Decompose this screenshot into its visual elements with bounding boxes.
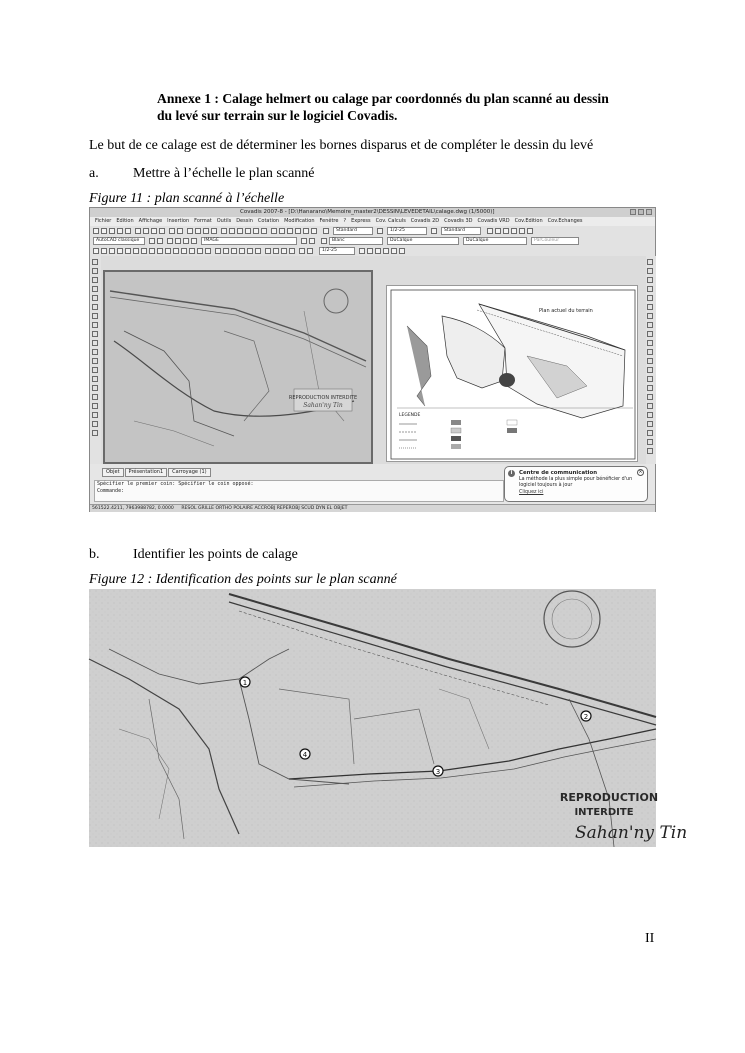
close-icon <box>646 209 652 215</box>
tool-icon <box>647 439 653 445</box>
step-b <box>89 546 298 563</box>
point-icon <box>173 248 179 254</box>
menu-item: Outils <box>216 218 232 224</box>
tool-palette-icon <box>237 228 243 234</box>
menu-item: Insertion <box>167 218 190 224</box>
layer-lock-icon <box>183 238 189 244</box>
zoom-center-icon <box>383 248 389 254</box>
zoom-scale-icon <box>375 248 381 254</box>
tool-icon <box>92 430 98 436</box>
tool-icon <box>647 403 653 409</box>
annex-title-line-2: du levé sur terrain sur le logiciel Covadis. <box>157 108 398 123</box>
layer-freeze-icon <box>175 238 181 244</box>
intro-paragraph: Le but de ce calage est de déterminer les bornes disparus et de compléter le dessin du levé <box>89 138 594 153</box>
menu-item: Edition <box>116 218 134 224</box>
scanned-plan-large <box>89 589 688 847</box>
tool-icon <box>647 340 653 346</box>
calculator-icon <box>261 228 267 234</box>
frame-icon <box>287 228 293 234</box>
osnap-node-icon <box>247 248 253 254</box>
zoom-window-icon <box>203 228 209 234</box>
color-select: Blanc <box>329 237 383 245</box>
preview-icon <box>125 228 131 234</box>
bubble-text: La méthode la plus simple pour bénéficier d'un logiciel toujours à jour <box>519 476 633 488</box>
tool-icon <box>647 349 653 355</box>
tool-icon <box>92 313 98 319</box>
calibration-point-3 <box>433 766 443 776</box>
tool-icon <box>647 394 653 400</box>
table-icon <box>197 248 203 254</box>
calibration-point-1-label: 1 <box>242 679 248 687</box>
paper-survey-drawing <box>387 286 639 463</box>
calibration-point-2-label: 2 <box>583 713 589 721</box>
match-icon <box>159 228 165 234</box>
tool-icon <box>647 331 653 337</box>
text-style-select: Standard <box>333 227 373 235</box>
clip-icon <box>295 228 301 234</box>
calibration-point-1 <box>240 677 250 687</box>
tool-icon <box>92 268 98 274</box>
bubble-title: Centre de communication <box>519 470 598 476</box>
menu-item: Covadis VRD <box>477 218 510 224</box>
zoom-out-icon <box>307 248 313 254</box>
layout-icon <box>503 228 509 234</box>
tool-icon <box>92 340 98 346</box>
tool-icon <box>647 430 653 436</box>
page-number: II <box>645 931 655 946</box>
markup-icon <box>253 228 259 234</box>
step-b-marker: b. <box>89 547 100 562</box>
paper-legend-title: LEGENDE <box>399 413 421 418</box>
tool-icon <box>92 295 98 301</box>
menu-item: Dessin <box>236 218 253 224</box>
dim-angular-icon <box>289 248 295 254</box>
menu-item: Cov.Echanges <box>547 218 583 224</box>
tool-icon <box>647 421 653 427</box>
render-icon <box>519 228 525 234</box>
dim-aligned-icon <box>273 248 279 254</box>
layout-tab: Carroyage (1) <box>168 468 210 477</box>
workspace-select: AutoCAD classique <box>93 237 145 245</box>
tool-icon <box>92 394 98 400</box>
zoom-previous-icon <box>211 228 217 234</box>
color-swatch-icon <box>321 238 327 244</box>
tool-icon <box>92 376 98 382</box>
zoom-extents-icon <box>367 248 373 254</box>
menu-item: Covadis 2D <box>410 218 440 224</box>
workspace-icon <box>495 228 501 234</box>
copy-icon <box>143 228 149 234</box>
cad-command-line <box>94 480 504 502</box>
sheet-set-icon <box>245 228 251 234</box>
menu-item: Modification <box>284 218 315 224</box>
command-line-1: Spécifier le premier coin: Spécifier le coin opposé: <box>97 481 254 487</box>
zoom-all-icon <box>359 248 365 254</box>
tool-icon <box>92 304 98 310</box>
annex-title <box>157 90 667 124</box>
scanned-plan-drawing <box>104 271 372 463</box>
block-icon <box>165 248 171 254</box>
line-icon <box>93 248 99 254</box>
osnap-intersect-icon <box>231 248 237 254</box>
tool-icon <box>647 268 653 274</box>
status-toggles: RESOL GRILLE ORTHO POLAIRE ACCROBJ REPEROBJ SCUD DYN EL OBJET <box>181 506 348 511</box>
spline-icon <box>149 248 155 254</box>
scan-stamp-text: REPRODUCTION INTERDITE <box>288 395 358 401</box>
transparency-icon <box>311 228 317 234</box>
cad-paper-drawing <box>386 285 638 462</box>
region-icon <box>189 248 195 254</box>
scale-select: 1/2-25 <box>387 227 427 235</box>
stamp-line-2: INTERDITE <box>574 807 634 818</box>
make-current-icon <box>301 238 307 244</box>
tool-icon <box>647 376 653 382</box>
menu-item: ? <box>343 218 347 224</box>
menu-item: Fichier <box>95 218 112 224</box>
minimize-icon <box>630 209 636 215</box>
step-a-marker: a. <box>89 166 99 181</box>
cut-icon <box>135 228 141 234</box>
tool-icon <box>647 277 653 283</box>
design-center-icon <box>229 228 235 234</box>
tool-icon <box>92 322 98 328</box>
info-icon: i <box>508 470 515 477</box>
communication-center-bubble <box>504 466 648 502</box>
zoom-realtime-icon <box>195 228 201 234</box>
help-icon <box>271 228 277 234</box>
tool-icon <box>647 358 653 364</box>
dim-linear-icon <box>265 248 271 254</box>
dimstyle-icon <box>431 228 437 234</box>
layer-color-icon <box>191 238 197 244</box>
layer-on-icon <box>167 238 173 244</box>
layer-previous-icon <box>309 238 315 244</box>
workspace-save-icon <box>487 228 493 234</box>
calibration-point-4 <box>300 749 310 759</box>
arc-icon <box>133 248 139 254</box>
rectangle-icon <box>125 248 131 254</box>
paper-title-text: Plan actuel du terrain <box>539 308 593 314</box>
plotstyle-select: ParCouleur <box>531 237 579 245</box>
menu-item: Covadis 3D <box>444 218 473 224</box>
figure-11-cad-screenshot <box>89 207 656 512</box>
dim-radius-icon <box>281 248 287 254</box>
menu-item: Format <box>194 218 212 224</box>
adjust-icon <box>303 228 309 234</box>
tool-icon <box>647 412 653 418</box>
ellipse-icon <box>157 248 163 254</box>
circle-icon <box>141 248 147 254</box>
cad-modify-toolbar-right <box>645 256 656 464</box>
paste-icon <box>151 228 157 234</box>
tool-icon <box>92 367 98 373</box>
scan-signature-text: Sahan'ny Tin <box>303 402 343 409</box>
cad-draw-toolbar-left <box>90 256 101 464</box>
menu-item: Express <box>351 218 371 224</box>
mtext-icon <box>205 248 211 254</box>
linetype-select: DuCalque <box>387 237 459 245</box>
view-icon <box>511 228 517 234</box>
bubble-link: Cliquez ici <box>519 489 544 495</box>
menu-item: Affichage <box>138 218 163 224</box>
layout-tab: Objet <box>102 468 124 477</box>
tool-icon <box>647 304 653 310</box>
zoom-in-icon <box>299 248 305 254</box>
tool-icon <box>92 385 98 391</box>
tool-icon <box>647 322 653 328</box>
cad-window-title: Covadis 2007-8 - [D:\Hanarano\Memoire_master2\DESSIN\LEVEDETAIL\calage.dwg (1/5000)] <box>240 209 495 215</box>
refresh-icon <box>527 228 533 234</box>
tool-icon <box>92 277 98 283</box>
layout-tab: Présentation1 <box>125 468 168 477</box>
scale-select-2: 1/2-25 <box>319 247 355 255</box>
tool-icon <box>92 421 98 427</box>
tool-icon <box>647 448 653 454</box>
tool-icon <box>647 313 653 319</box>
layer-manager-icon <box>157 238 163 244</box>
calibration-point-4-label: 4 <box>302 751 308 759</box>
osnap-midpoint-icon <box>223 248 229 254</box>
pan-icon <box>187 228 193 234</box>
osnap-perp-icon <box>255 248 261 254</box>
status-coordinates: 561522.4211, 7963988782, 0.0000 <box>92 506 174 511</box>
tool-icon <box>92 259 98 265</box>
maximize-icon <box>638 209 644 215</box>
tool-icon <box>647 385 653 391</box>
layer-select: IMAGE <box>201 237 297 245</box>
text-style-icon <box>323 228 329 234</box>
figure-11-caption: Figure 11 : plan scanné à l’échelle <box>89 191 285 206</box>
dim-style-select: Standard <box>441 227 481 235</box>
osnap-endpoint-icon <box>215 248 221 254</box>
tool-icon <box>92 403 98 409</box>
polygon-icon <box>117 248 123 254</box>
cad-status-bar <box>90 504 655 512</box>
save-icon <box>109 228 115 234</box>
undo-icon <box>169 228 175 234</box>
calibration-point-2 <box>581 711 591 721</box>
calibration-point-3-label: 3 <box>435 768 441 776</box>
settings-icon <box>149 238 155 244</box>
stamp-line-1: REPRODUCTION <box>559 791 659 804</box>
zoom-object-icon <box>391 248 397 254</box>
open-icon <box>101 228 107 234</box>
tool-icon <box>647 295 653 301</box>
image-icon <box>279 228 285 234</box>
tool-icon <box>92 331 98 337</box>
osnap-center-icon <box>239 248 245 254</box>
print-icon <box>117 228 123 234</box>
redo-icon <box>177 228 183 234</box>
figure-12-scanned-plan <box>89 589 688 847</box>
polyline-icon <box>109 248 115 254</box>
tool-icon <box>92 349 98 355</box>
command-line-2: Commande: <box>97 488 125 494</box>
figure-12-caption: Figure 12 : Identification des points sur le plan scanné <box>89 572 397 587</box>
step-a <box>89 165 315 182</box>
zoom-dynamic-icon <box>399 248 405 254</box>
properties-icon <box>221 228 227 234</box>
xline-icon <box>101 248 107 254</box>
close-icon: × <box>638 469 643 475</box>
menu-item: Cotation <box>257 218 280 224</box>
tool-icon <box>647 259 653 265</box>
cad-scanned-plan-image <box>104 271 372 463</box>
tool-icon <box>92 412 98 418</box>
hatch-icon <box>181 248 187 254</box>
menu-item: Cov. Calculs <box>375 218 406 224</box>
step-b-text: Identifier les points de calage <box>133 547 298 562</box>
menu-item: Fenêtre <box>319 218 339 224</box>
dim-icon <box>377 228 383 234</box>
tool-icon <box>92 358 98 364</box>
step-a-text: Mettre à l’échelle le plan scanné <box>133 166 315 181</box>
annex-title-line-1: Annexe 1 : Calage helmert ou calage par coordonnés du plan scanné au dessin <box>157 91 609 106</box>
tool-icon <box>647 367 653 373</box>
tool-icon <box>647 286 653 292</box>
menu-item: Cov.Edition <box>514 218 543 224</box>
signature-text: Sahan'ny Tin <box>575 823 688 843</box>
lineweight-select: DuCalque <box>463 237 527 245</box>
new-icon <box>93 228 99 234</box>
cad-layout-tabs <box>102 468 212 476</box>
tool-icon <box>92 286 98 292</box>
